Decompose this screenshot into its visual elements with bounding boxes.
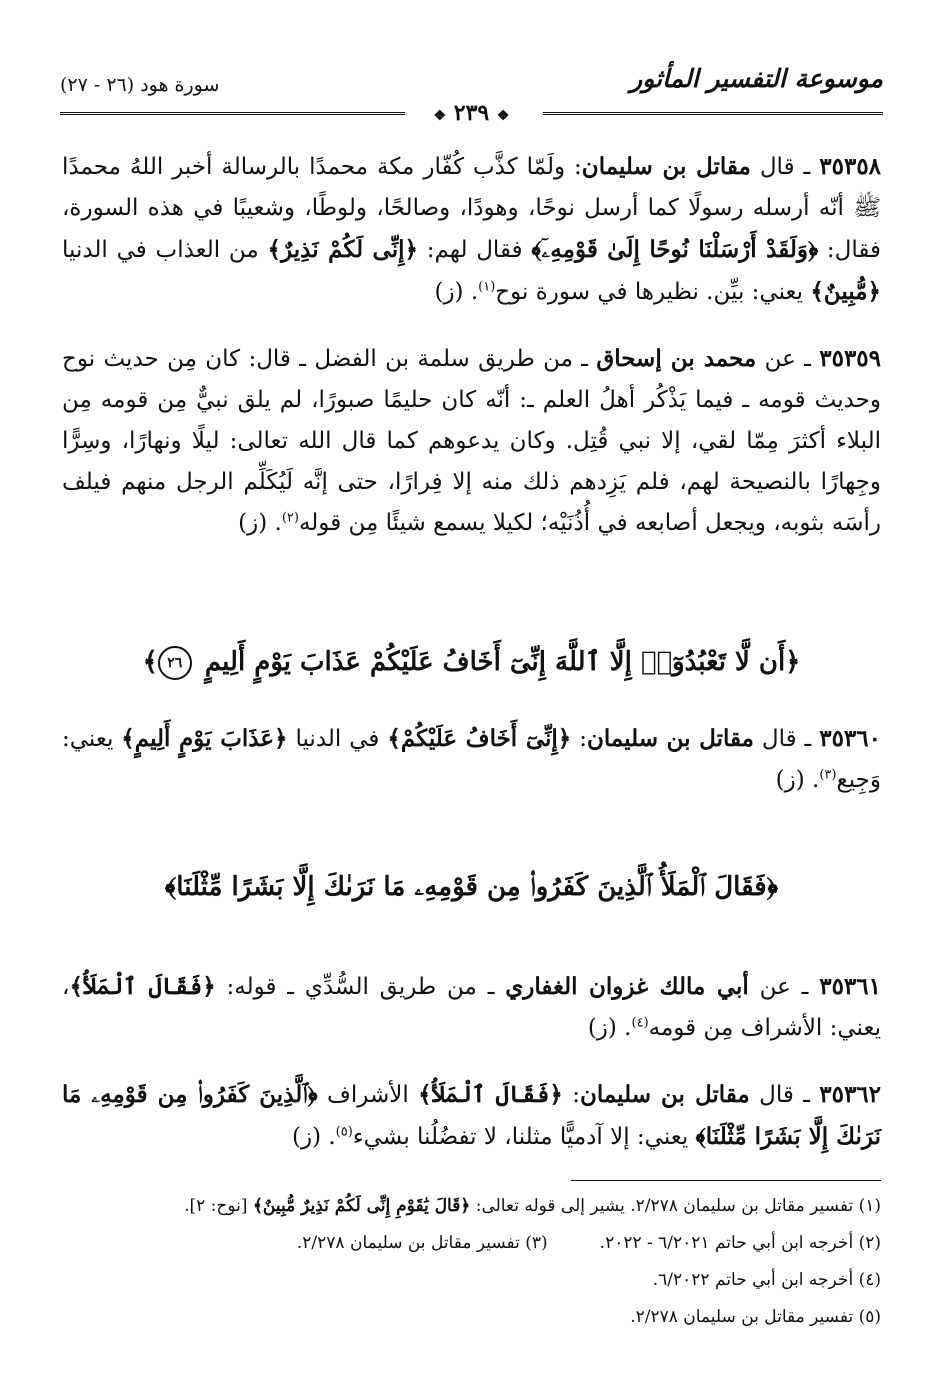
quran-verse	[62, 872, 881, 903]
hadith-entry	[62, 146, 881, 313]
quran-quote: ﴿وَلَقَدْ أَرْسَلْنَا نُوحًا إِلَىٰ قَوْمِهِۦٓ﴾	[531, 236, 819, 263]
footnote-text: تفسير مقاتل بن سليمان ٢/٢٧٨. يشير إلى قوله تعالى:	[475, 1196, 854, 1216]
entry-tail: . (ز)	[291, 1124, 336, 1150]
entry-colon: :	[579, 726, 587, 752]
footnote	[600, 1225, 881, 1262]
footnote-id: (٣)	[525, 1233, 548, 1253]
quran-quote: ﴿عَذَابَ يَوْمٍ أَلِيمٍ﴾	[121, 725, 288, 752]
footnote-ref[interactable]: (١)	[478, 279, 496, 295]
entry-text: الأشراف	[327, 1082, 409, 1108]
entry-text: ـ من طريق سلمة بن الفضل ـ قال: كان مِن حديث نوح وحديث قومه ـ فيما يَذْكُر أهلُ العلم ـ: أنّه كان حليمًا صبورًا، لم يلق نبيٌّ مِن قومه مِن البلاء أكثرَ مِمّا لقي، إلا نبي قُتِل. وكان يدعوهم كما قال الله تعالى: ليلًا ونهارًا، وسِرًّا وجِهارًا بالنصيحة لهم، فلم يَزِدهم ذلك منه إلا فِرارًا، حتى إنَّه لَيُكَلِّم الرجل منهم فيلف رأسَه بثوبه، ويجعل أصابعه في أُذُنَيْه؛ لكيلا يسمع شيئًا مِن قوله	[62, 346, 881, 536]
header-rule	[60, 100, 883, 124]
ornament-right-icon: ❖	[496, 108, 510, 124]
quran-quote: ﴿فَقَالَ ٱلْمَلَأُ﴾	[418, 1081, 563, 1108]
entry-lead: ـ عن	[764, 346, 811, 372]
entry-text: يعني: بيِّن. نظيرها في سورة نوح	[495, 279, 804, 305]
quran-quote: ﴿إِنِّى لَكُمْ نَذِيرٌ﴾	[267, 236, 418, 263]
hadith-entry	[62, 1074, 881, 1158]
footnote-text: تفسير مقاتل بن سليمان ٢/٢٧٨.	[630, 1307, 854, 1327]
surah-reference: سورة هود (٢٦ - ٢٧)	[60, 74, 220, 96]
entry-text: يعني: إلا آدميًّا مثلنا، لا تفضُلُنا بشيء	[352, 1124, 689, 1150]
quran-quote: ﴿ٱلَّذِينَ كَفَرُوا۟ مِن قَوْمِهِۦ مَا نَرَىٰكَ إِلَّا بَشَرًا مِّثْلَنَا﴾	[62, 1081, 881, 1150]
book-title: موسوعة التفسير المأثور	[630, 64, 883, 93]
footnote-id: (١)	[858, 1196, 881, 1216]
entry-tail: . (ز)	[238, 510, 282, 536]
entry-number: ٣٥٣٦١	[819, 973, 881, 1000]
entry-number: ٣٥٣٥٩	[819, 345, 882, 372]
footnote-id: (٢)	[858, 1233, 881, 1253]
entry-tail: . (ز)	[587, 1015, 632, 1041]
verse-text: ﴿فَقَالَ ٱلْمَلَأُ ٱلَّذِينَ كَفَرُوا۟ مِن قَوْمِهِۦ مَا نَرَىٰكَ إِلَّا بَشَرًا مِّثْلَنَا﴾	[164, 872, 779, 902]
footnote-ref[interactable]: (٤)	[631, 1015, 649, 1031]
entry-number: ٣٥٣٥٨	[819, 153, 882, 180]
footnote-id: (٤)	[858, 1270, 881, 1290]
entry-text: يعني: وَجِيع	[62, 726, 881, 793]
entry-number: ٣٥٣٦٢	[819, 1081, 882, 1108]
quran-quote: ﴿فَقَالَ ٱلْمَلَأُ﴾	[69, 973, 216, 1000]
footnote-quran: ﴿قَالَ يَٰقَوْمِ إِنِّى لَكُمْ نَذِيرٌ مُّبِينٌ﴾	[252, 1196, 471, 1216]
narrator: مقاتل بن سليمان	[579, 1081, 750, 1108]
verse-text: ﴿أَن لَّا تَعْبُدُوٓا۟ إِلَّا ٱللَّهَ إِنِّىٓ أَخَافُ عَلَيْكُمْ عَذَابَ يَوْمٍ أَلِيمٍ	[204, 647, 801, 677]
entry-lead: ـ قال	[761, 726, 812, 752]
rule-line-right	[543, 112, 883, 115]
quran-quote: ﴿إِنِّىٓ أَخَافُ عَلَيْكُمْ﴾	[387, 725, 572, 752]
footnote-ref[interactable]: (٣)	[819, 767, 837, 783]
footnote-ref-text: [نوح: ٢].	[184, 1196, 248, 1216]
hadith-entry	[62, 966, 881, 1049]
entry-text: فقال لهم:	[426, 237, 523, 263]
entry-lead: ـ قال	[759, 154, 811, 180]
quran-quote: ﴿مُّبِينٌ﴾	[810, 278, 881, 305]
entry-lead: ـ عن	[759, 974, 809, 1000]
ornament-left-icon: ❖	[433, 108, 447, 124]
ayah-number-icon: ٢٦	[158, 646, 192, 680]
footnote	[62, 1299, 881, 1336]
page-number-value: ٢٣٩	[453, 100, 490, 126]
entry-text: من العذاب في الدنيا	[62, 237, 259, 263]
entry-text: : ولَمّا كذَّب كُفّار مكة محمدًا بالرسالة أخبر اللهُ محمدًا ﷺ أنّه أرسله رسولًا كما أرسل نوحًا، وهودًا، وصالحًا، ولوطًا، وشعيبًا في هذه السورة، فقال:	[62, 154, 882, 263]
footnote-text: أخرجه ابن أبي حاتم ٦/٢٠٢١ - ٢٠٢٢.	[599, 1233, 854, 1253]
entry-number: ٣٥٣٦٠	[819, 725, 881, 752]
footnote-text: تفسير مقاتل بن سليمان ٢/٢٧٨.	[296, 1233, 520, 1253]
hadith-entry	[62, 338, 881, 544]
footnote-text: أخرجه ابن أبي حاتم ٦/٢٠٢٢.	[652, 1270, 854, 1290]
narrator: مقاتل بن سليمان	[586, 725, 754, 752]
footnotes	[62, 1188, 881, 1336]
narrator: أبي مالك غزوان الغفاري	[505, 973, 749, 1000]
footnote	[297, 1225, 548, 1262]
quran-verse	[62, 646, 881, 680]
footnote-ref[interactable]: (٢)	[281, 510, 299, 526]
footnote-ref[interactable]: (٥)	[335, 1124, 353, 1140]
verse-close: ﴾	[142, 647, 158, 677]
entry-tail: . (ز)	[434, 279, 479, 305]
entry-tail: . (ز)	[775, 767, 820, 793]
narrator: محمد بن إسحاق	[596, 345, 757, 372]
footnote-pair	[62, 1225, 881, 1262]
entry-text: ، يعني: الأشراف مِن قومه	[62, 974, 881, 1041]
entry-lead: ـ قال	[759, 1082, 810, 1108]
page-number	[428, 100, 516, 126]
rule-line-left	[60, 112, 405, 115]
hadith-entry	[62, 718, 881, 801]
footnote-separator	[571, 1180, 881, 1181]
entry-text: في الدنيا	[295, 726, 380, 752]
entry-text: ـ من طريق السُّدِّي ـ قوله:	[226, 974, 495, 1000]
narrator: مقاتل بن سليمان	[581, 153, 751, 180]
footnote-id: (٥)	[858, 1307, 881, 1327]
entry-colon: :	[572, 1082, 580, 1108]
page-header	[60, 60, 883, 128]
footnote	[62, 1188, 881, 1225]
footnote	[62, 1262, 881, 1299]
